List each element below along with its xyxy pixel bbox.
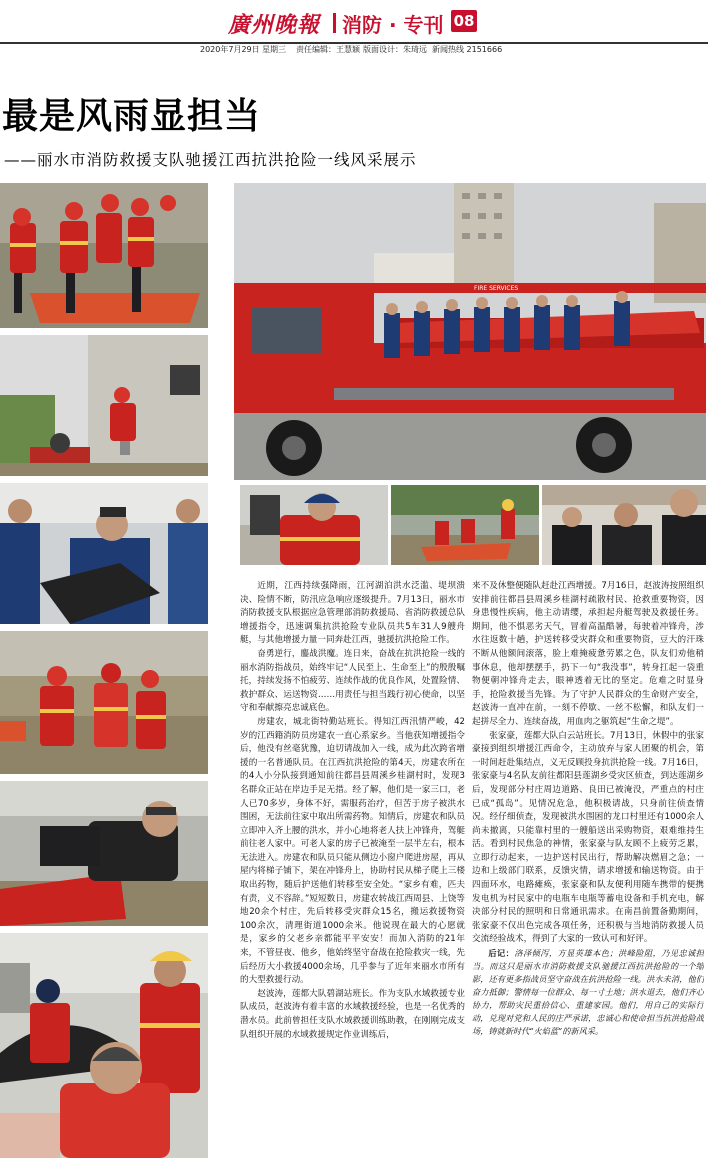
photo-rescuer-carrying-bag xyxy=(0,483,208,624)
article-paragraph: 赵波涛，莲都大队碧湖站班长。作为支队水域救援专业队成员，赵波涛有着丰富的水域救援经验，也是一名优秀的潜水员。此前曾担任支队水域救援训练助教，在刚刚完成支队组织开展的水域救援规定作业训练后， xyxy=(240,988,465,1040)
photo-team-in-floodwater xyxy=(0,631,208,774)
article-paragraph: 近期，江西持续强降雨，江河湖泊洪水泛滥、堤坝溃决、险情不断，防汛应急响应逐级提升。7月13日，丽水市消防救援支队根据应急管理部消防救援局、省消防救援总队增援指令，迅速调集抗洪抢险专业队员共5车31人9艘舟艇，与其他增援力量一同奔赴江西，驰援抗洪抢险工作。 xyxy=(240,581,465,646)
page-number: 08 xyxy=(451,10,477,32)
afterword-text: 洛泽倾泻，方显英雄本色；洪峰险阻，乃见忠诚担当。而这只是丽水市消防救援支队驰援江西抗洪抢险的一个缩影，还有更多指战员坚守奋战在抗洪抢险一线。洪水未消，他们奋力抵御；警情每一位群众、每一寸土地；洪水退去，他们齐心协力，帮助灾民重拾信心、重建家园。他们，用自己的实际行动，兑现对党和人民的庄严承诺，忠诚心和使命担当抗洪抢险战场，铸就新时代“火焰蓝”的新风采。 xyxy=(472,948,704,1037)
masthead xyxy=(0,0,708,42)
paper-name: 廣州晚報 xyxy=(228,12,321,38)
article-paragraph: 奋勇逆行，鏖战洪魔。连日来，奋战在抗洪抢险一线的丽水消防指战员，始终牢记“人民至上、生命至上”的殷殷嘱托，持续发扬不怕疲劳、连续作战的优良作风，处置险情、救护群众、运送物资……用责任与担当践行初心使命，以坚守和奉献擦亮忠诚底色。 xyxy=(240,648,465,714)
afterword xyxy=(472,947,704,1038)
article-paragraph: 张家豪，莲都大队白云站班长。7月13日，休假中的张家豪接到组织增援江西命令，主动放弃与家人团聚的机会，第一时间赶赴集结点，义无反顾投身抗洪抢险一线。7月16日，张家豪与4名队友前往都阳县莲湖乡受灾区侦查，到达莲湖乡后，发现部分村庄周边道路、良田已被淹没，严重点的村庄已成“孤岛”。见情况危急，他积极请战，只身前往侦查情况。经仔细侦查，发现被洪水围困的龙口村里还有1000余人尚未撤离，只能靠村里的一艘船送出采购物资，艰难维持生活。看到村民焦急的神情，张家豪与队友顾不上疲劳乏累，立即行动起来，一边护送村民出行，帮助解决燃眉之急；一边和上级部门联系，反馈灾情，请求增援和输送物资。由于四面环水，电路瘫痪，张家豪和队友便利用随车携带的便携发电机为村民家中的电瓶车电瓶等蓄电设备和手机充电，解决部分村民的照明和日常通讯需求。在南昌前置备勤期间，张家豪不仅出色完成各项任务，还积极与当地消防救援人员交流经验战术，得到了大家的一致认可和好评。 xyxy=(472,730,704,945)
photo-strip-1 xyxy=(240,485,388,565)
article-paragraph: 来不及休整便随队赶赴江西增援。7月16日，赵波涛按照组织安排前往都昌县周溪乡桂湖村疏散村民、抢救重要物资，因身患慢性疾病，他主动请缨，承担起舟艇驾驶及救援任务。期间，他不惧恶劣天气，冒着高温酷暑，每驶着冲锋舟，涉水往返数十趟，护送转移受灾群众和重要物资，豆大的汗珠不断从他额间滚落，脸上难掩疲惫劳累之色，队友们劝他稍事休息，他却摆摆手，扔下一句“我没事”，转身扛起一袋重物便朝冲锋舟走去，眼神透着无比的坚定。危难之时显身手，抢险救援当先锋。为了守护人民群众的生命财产安全，赵波涛一直冲在前，一刻不停歇、一丝不松懈，和队友们一起拼尽全力、连续奋战，用血肉之躯筑起“生命之堤”。 xyxy=(472,581,704,727)
designer-credit: 版面设计：朱琦远 xyxy=(363,45,427,54)
photo-boat-resting xyxy=(0,781,208,926)
news-hotline: 新闻热线 2151666 xyxy=(432,45,503,54)
article-paragraph: 房建农，城北街特勤站班长。得知江西汛情严峻，42岁的江西籍消防员房建农一直心系家乡。当他获知增援指令后，他没有丝毫犹豫，迫切请战加入一线，成为此次跨省增援的一名普通队员。在江西抗洪抢险的第4天，房建农所在的4人小分队接到通知前往都昌县周溪乡桂湖村时，发现3名群众正站在岸边手足无措。经了解，他们是一家三口，老人已70多岁，身体不好，需服药治疗，但苦于房子被洪水围困，无法前往家中取出所需药物。知情后，房建农和队员立即冲入齐上腰的洪水，并小心地将老人扶上冲锋舟，驾艇前往老人家中。可老人家的房子已被淹至一层半左右，根本无法进入。房建农和队员只能从侧边小窗户爬进房屋，再从屋内将梯子铺下，架在冲锋舟上，协助村民从梯子爬上三楼取出药物，随后护送他们转移至安全处。“家乡有难，匹夫有责，义不容辞。”短短数日，房建农转战江西周县、上饶等地20余个村庄，先后转移受灾群众15名，搬运救援物资100余次，清理街道1000余米。他说现在最大的心愿就是，家乡的父老乡亲都能平平安安！而加入消防的21年来，不管昼夜、他乡，他始终坚守奋战在抢险救灾一线，先后经历大小救援4000余场，几乎参与了近年来丽水市所有的大型救援行动。 xyxy=(240,716,465,986)
article-column-right xyxy=(472,580,704,1158)
page-subtitle: ——丽水市消防救援支队驰援江西抗洪抢险一线风采展示 xyxy=(4,151,417,169)
photo-strip-2 xyxy=(391,485,539,565)
photo-strip-3 xyxy=(542,485,706,565)
info-bar xyxy=(0,42,708,56)
afterword-label: 后记： xyxy=(488,948,515,959)
article-column-left xyxy=(240,580,465,1158)
photo-fire-truck-boats xyxy=(234,183,706,480)
photo-rescue-boat-team xyxy=(0,183,208,328)
masthead-divider xyxy=(333,13,336,33)
photo-elderly-evacuation xyxy=(0,933,208,1158)
page-title: 最是风雨显担当 xyxy=(2,96,262,137)
section-title: 消防 · 专刊 xyxy=(342,13,444,37)
truck-label: FIRE SERVICES xyxy=(474,285,519,292)
editor-credit: 责任编辑：王慧颖 xyxy=(296,45,360,54)
issue-date: 2020年7月29日 xyxy=(200,45,260,54)
photo-window-rescue xyxy=(0,335,208,476)
issue-weekday: 星期三 xyxy=(262,45,286,54)
